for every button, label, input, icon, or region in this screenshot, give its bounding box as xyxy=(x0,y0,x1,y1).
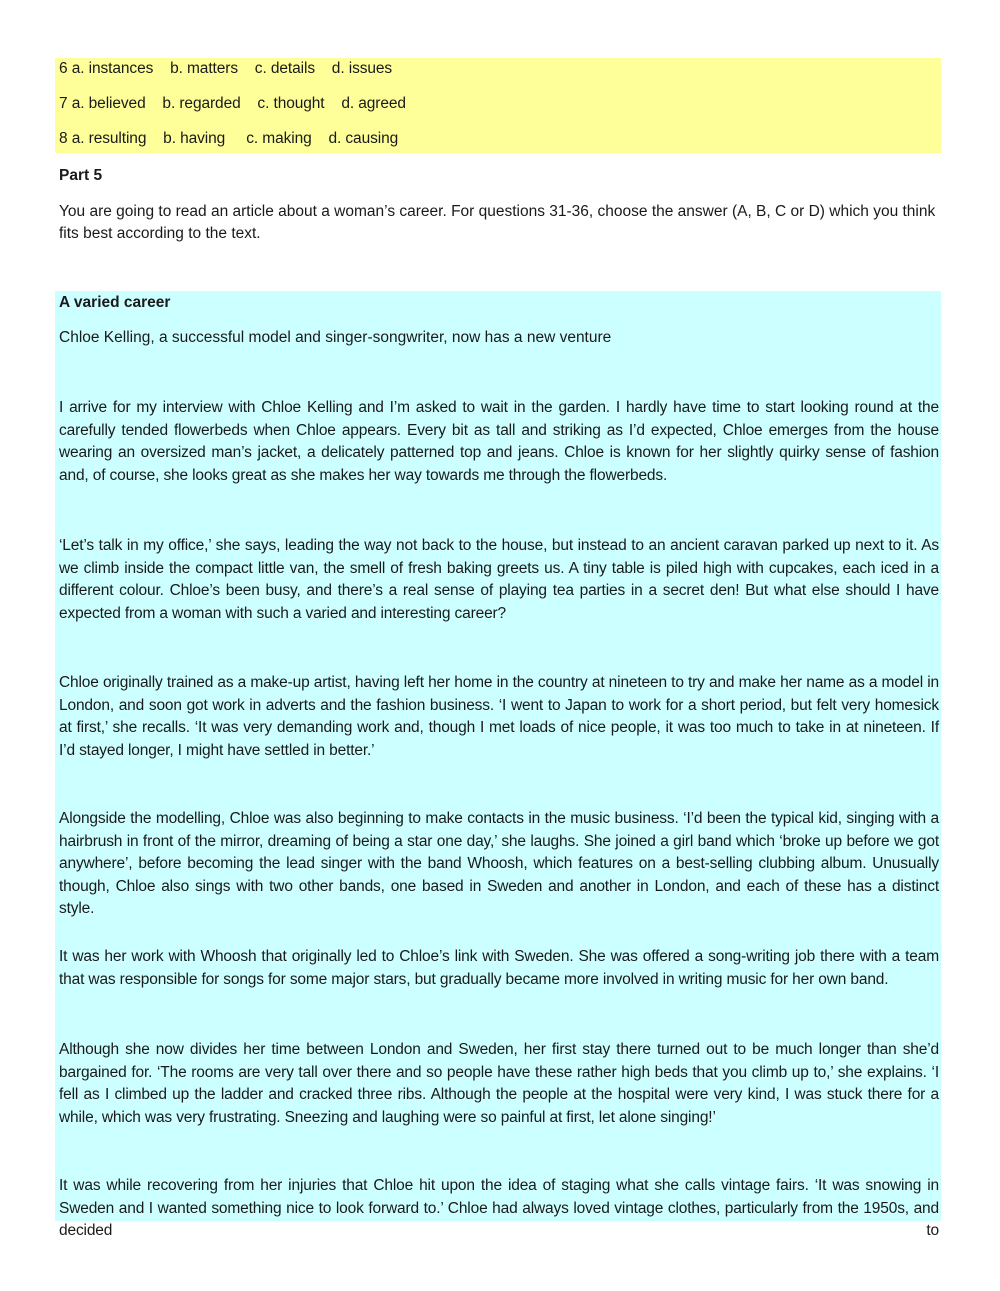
part-instructions: You are going to read an article about a woman’s career. For questions 31-36, choose the answer (A, B, C or D) which you think fits best according to the text. xyxy=(59,203,936,242)
article-paragraph: It was while recovering from her injuries that Chloe hit upon the idea of staging what she calls vintage fairs. ‘It was snowing in Sweden and I wanted something nice to look forward to.’ Chloe had always loved vintage clothes, particularly from the 1950s, and decided to xyxy=(59,1177,939,1239)
article-paragraph: I arrive for my interview with Chloe Kelling and I’m asked to wait in the garden. I hardly have time to start looking round at the carefully tended flowerbeds when Chloe appears. Every bit as tall and striking as I’d expected, Chloe emerges from the house wearing an oversized man’s jacket, a delicately patterned top and jeans. Chloe is known for her slightly quirky sense of fashion and, of course, she looks great as she makes her way towards me through the flowerbeds. xyxy=(59,399,939,484)
options-row-8: 8 a. resulting b. having c. making d. causing xyxy=(59,130,399,147)
article-paragraph: Alongside the modelling, Chloe was also beginning to make contacts in the music business. ‘I’d been the typical kid, singing with a hairbrush in front of the mirror, dreaming of being a star one day,’ she laughs. She joined a girl band which ‘broke up before we got anywhere’, before becoming the lead singer with the band Whoosh, which features on a best-selling clubbing album. Unusually though, Chloe also sings with two other bands, one based in Sweden and another in London, and each of these has a distinct style. xyxy=(59,810,939,917)
article-subtitle: Chloe Kelling, a successful model and singer-songwriter, now has a new venture xyxy=(59,329,612,346)
article-title: A varied career xyxy=(59,294,171,311)
article-paragraph: Although she now divides her time between London and Sweden, her first stay there turned out to be much longer than she’d bargained for. ‘The rooms are very tall over there and so people have these rather high beds that you climb up to,’ she explains. ‘I fell as I climbed up the ladder and cracked three ribs. Although the people at the hospital were very kind, I was stuck there for a while, which was very frustrating. Sneezing and laughing were so painful at first, let alone singing!’ xyxy=(59,1041,939,1126)
article-paragraph: ‘Let’s talk in my office,’ she says, leading the way not back to the house, but instead to an ancient caravan parked up next to it. As we climb inside the compact little van, the smell of fresh baking greets us. A tiny table is piled high with cupcakes, each iced in a different colour. Chloe’s been busy, and there’s a real sense of playing tea parties in a secret den! But what else should I have expected from a woman with such a varied and interesting career? xyxy=(59,537,939,622)
part-title: Part 5 xyxy=(59,167,103,184)
article-paragraph: It was her work with Whoosh that originally led to Chloe’s link with Sweden. She was offered a song-writing job there with a team that was responsible for songs for some major stars, but gradually became more involved in writing music for her own band. xyxy=(59,948,939,988)
options-row-7: 7 a. believed b. regarded c. thought d. agreed xyxy=(59,95,406,112)
article-paragraph: Chloe originally trained as a make-up artist, having left her home in the country at nineteen to try and make her name as a model in London, and soon got work in adverts and the fashion business. ‘I went to Japan to work for a short period, but felt very homesick at first,’ she recalls. ‘It was very demanding work and, though I met loads of nice people, it was too much to take in at nineteen. If I’d stayed longer, I might have settled in better.’ xyxy=(59,674,939,759)
options-row-6: 6 a. instances b. matters c. details d. issues xyxy=(59,60,393,77)
